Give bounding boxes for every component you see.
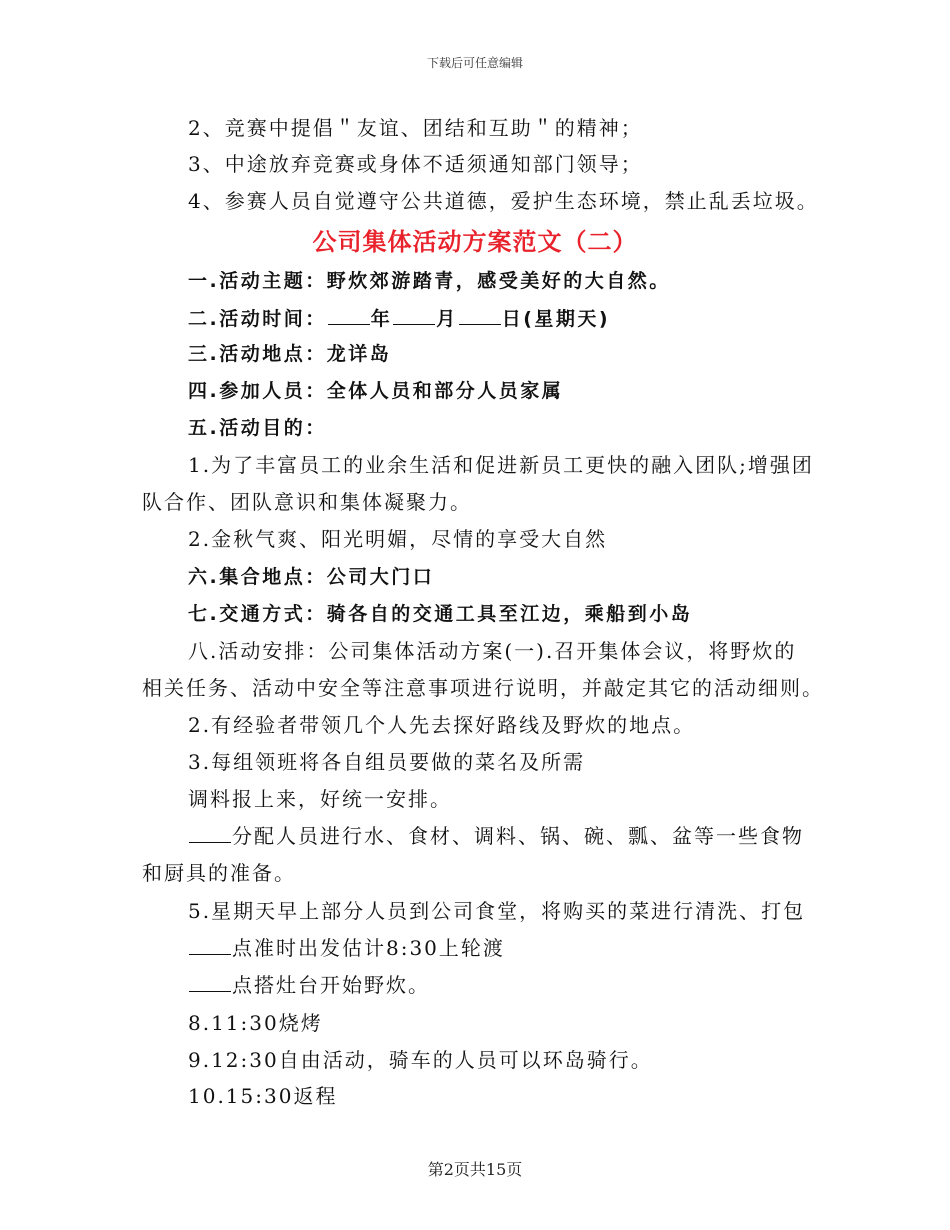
transport: 七.交通方式：骑各自的交通工具至江边，乘船到小岛 bbox=[188, 603, 693, 625]
meeting-point: 六.集合地点：公司大门口 bbox=[188, 566, 435, 588]
day-blank bbox=[459, 306, 501, 325]
step-6-blank bbox=[189, 936, 231, 955]
purpose-item-1: 1.为了丰富员工的业余生活和促进新员工更快的融入团队;增强团 bbox=[188, 453, 814, 477]
activity-time bbox=[188, 306, 610, 331]
step-7 bbox=[188, 973, 430, 997]
month-label: 月 bbox=[436, 308, 458, 330]
step-5: 5.星期天早上部分人员到公司食堂，将购买的菜进行清洗、打包 bbox=[188, 899, 806, 923]
page-footer: 第2页共15页 bbox=[427, 1160, 523, 1179]
arrangement: 八.活动安排：公司集体活动方案(一).召开集体会议，将野炊的 bbox=[188, 639, 797, 663]
month-blank bbox=[393, 306, 435, 325]
step-3: 3.每组领班将各自组员要做的菜名及所需 bbox=[188, 750, 586, 774]
step-10: 10.15:30返程 bbox=[188, 1084, 338, 1108]
day-label: 日(星期天) bbox=[501, 308, 611, 330]
page-header: 下载后可任意编辑 bbox=[426, 56, 523, 70]
step-4-blank bbox=[189, 824, 231, 843]
step-4 bbox=[188, 824, 804, 848]
purpose-item-1-cont: 队合作、团队意识和集体凝聚力。 bbox=[142, 490, 472, 514]
step-9: 9.12:30自由活动，骑车的人员可以环岛骑行。 bbox=[188, 1048, 653, 1072]
step-4-text: 分配人员进行水、食材、调料、锅、碗、瓢、盆等一些食物 bbox=[232, 824, 804, 848]
activity-theme: 一.活动主题：野炊郊游踏青，感受美好的大自然。 bbox=[188, 270, 671, 292]
step-8: 8.11:30烧烤 bbox=[188, 1011, 323, 1035]
rule-item-3: 3、中途放弃竞赛或身体不适须通知部门领导； bbox=[188, 152, 643, 176]
step-2: 2.有经验者带领几个人先去探好路线及野炊的地点。 bbox=[188, 713, 696, 737]
year-label: 年 bbox=[370, 308, 393, 330]
rule-item-2: 2、竞赛中提倡＂友谊、团结和互助＂的精神； bbox=[188, 116, 643, 140]
step-3-cont: 调料报上来，好统一安排。 bbox=[188, 787, 452, 811]
step-7-blank bbox=[189, 973, 231, 992]
step-7-text: 点搭灶台开始野炊。 bbox=[232, 973, 430, 997]
rule-item-4: 4、参赛人员自觉遵守公共道德，爱护生态环境，禁止乱丢垃圾。 bbox=[188, 189, 819, 213]
purpose-heading: 五.活动目的： bbox=[188, 417, 327, 439]
step-6 bbox=[188, 936, 505, 960]
activity-time-label: 二.活动时间： bbox=[188, 308, 327, 330]
activity-place: 三.活动地点：龙详岛 bbox=[188, 343, 392, 365]
participants: 四.参加人员：全体人员和部分人员家属 bbox=[188, 380, 564, 402]
year-blank bbox=[328, 306, 370, 325]
step-6-text: 点准时出发估计8:30上轮渡 bbox=[232, 936, 505, 960]
step-4-cont: 和厨具的准备。 bbox=[142, 861, 296, 885]
purpose-item-2: 2.金秋气爽、阳光明媚，尽情的享受大自然 bbox=[188, 527, 608, 551]
section-title: 公司集体活动方案范文（二） bbox=[312, 228, 638, 256]
arrangement-cont: 相关任务、活动中安全等注意事项进行说明，并敲定其它的活动细则。 bbox=[142, 676, 824, 700]
